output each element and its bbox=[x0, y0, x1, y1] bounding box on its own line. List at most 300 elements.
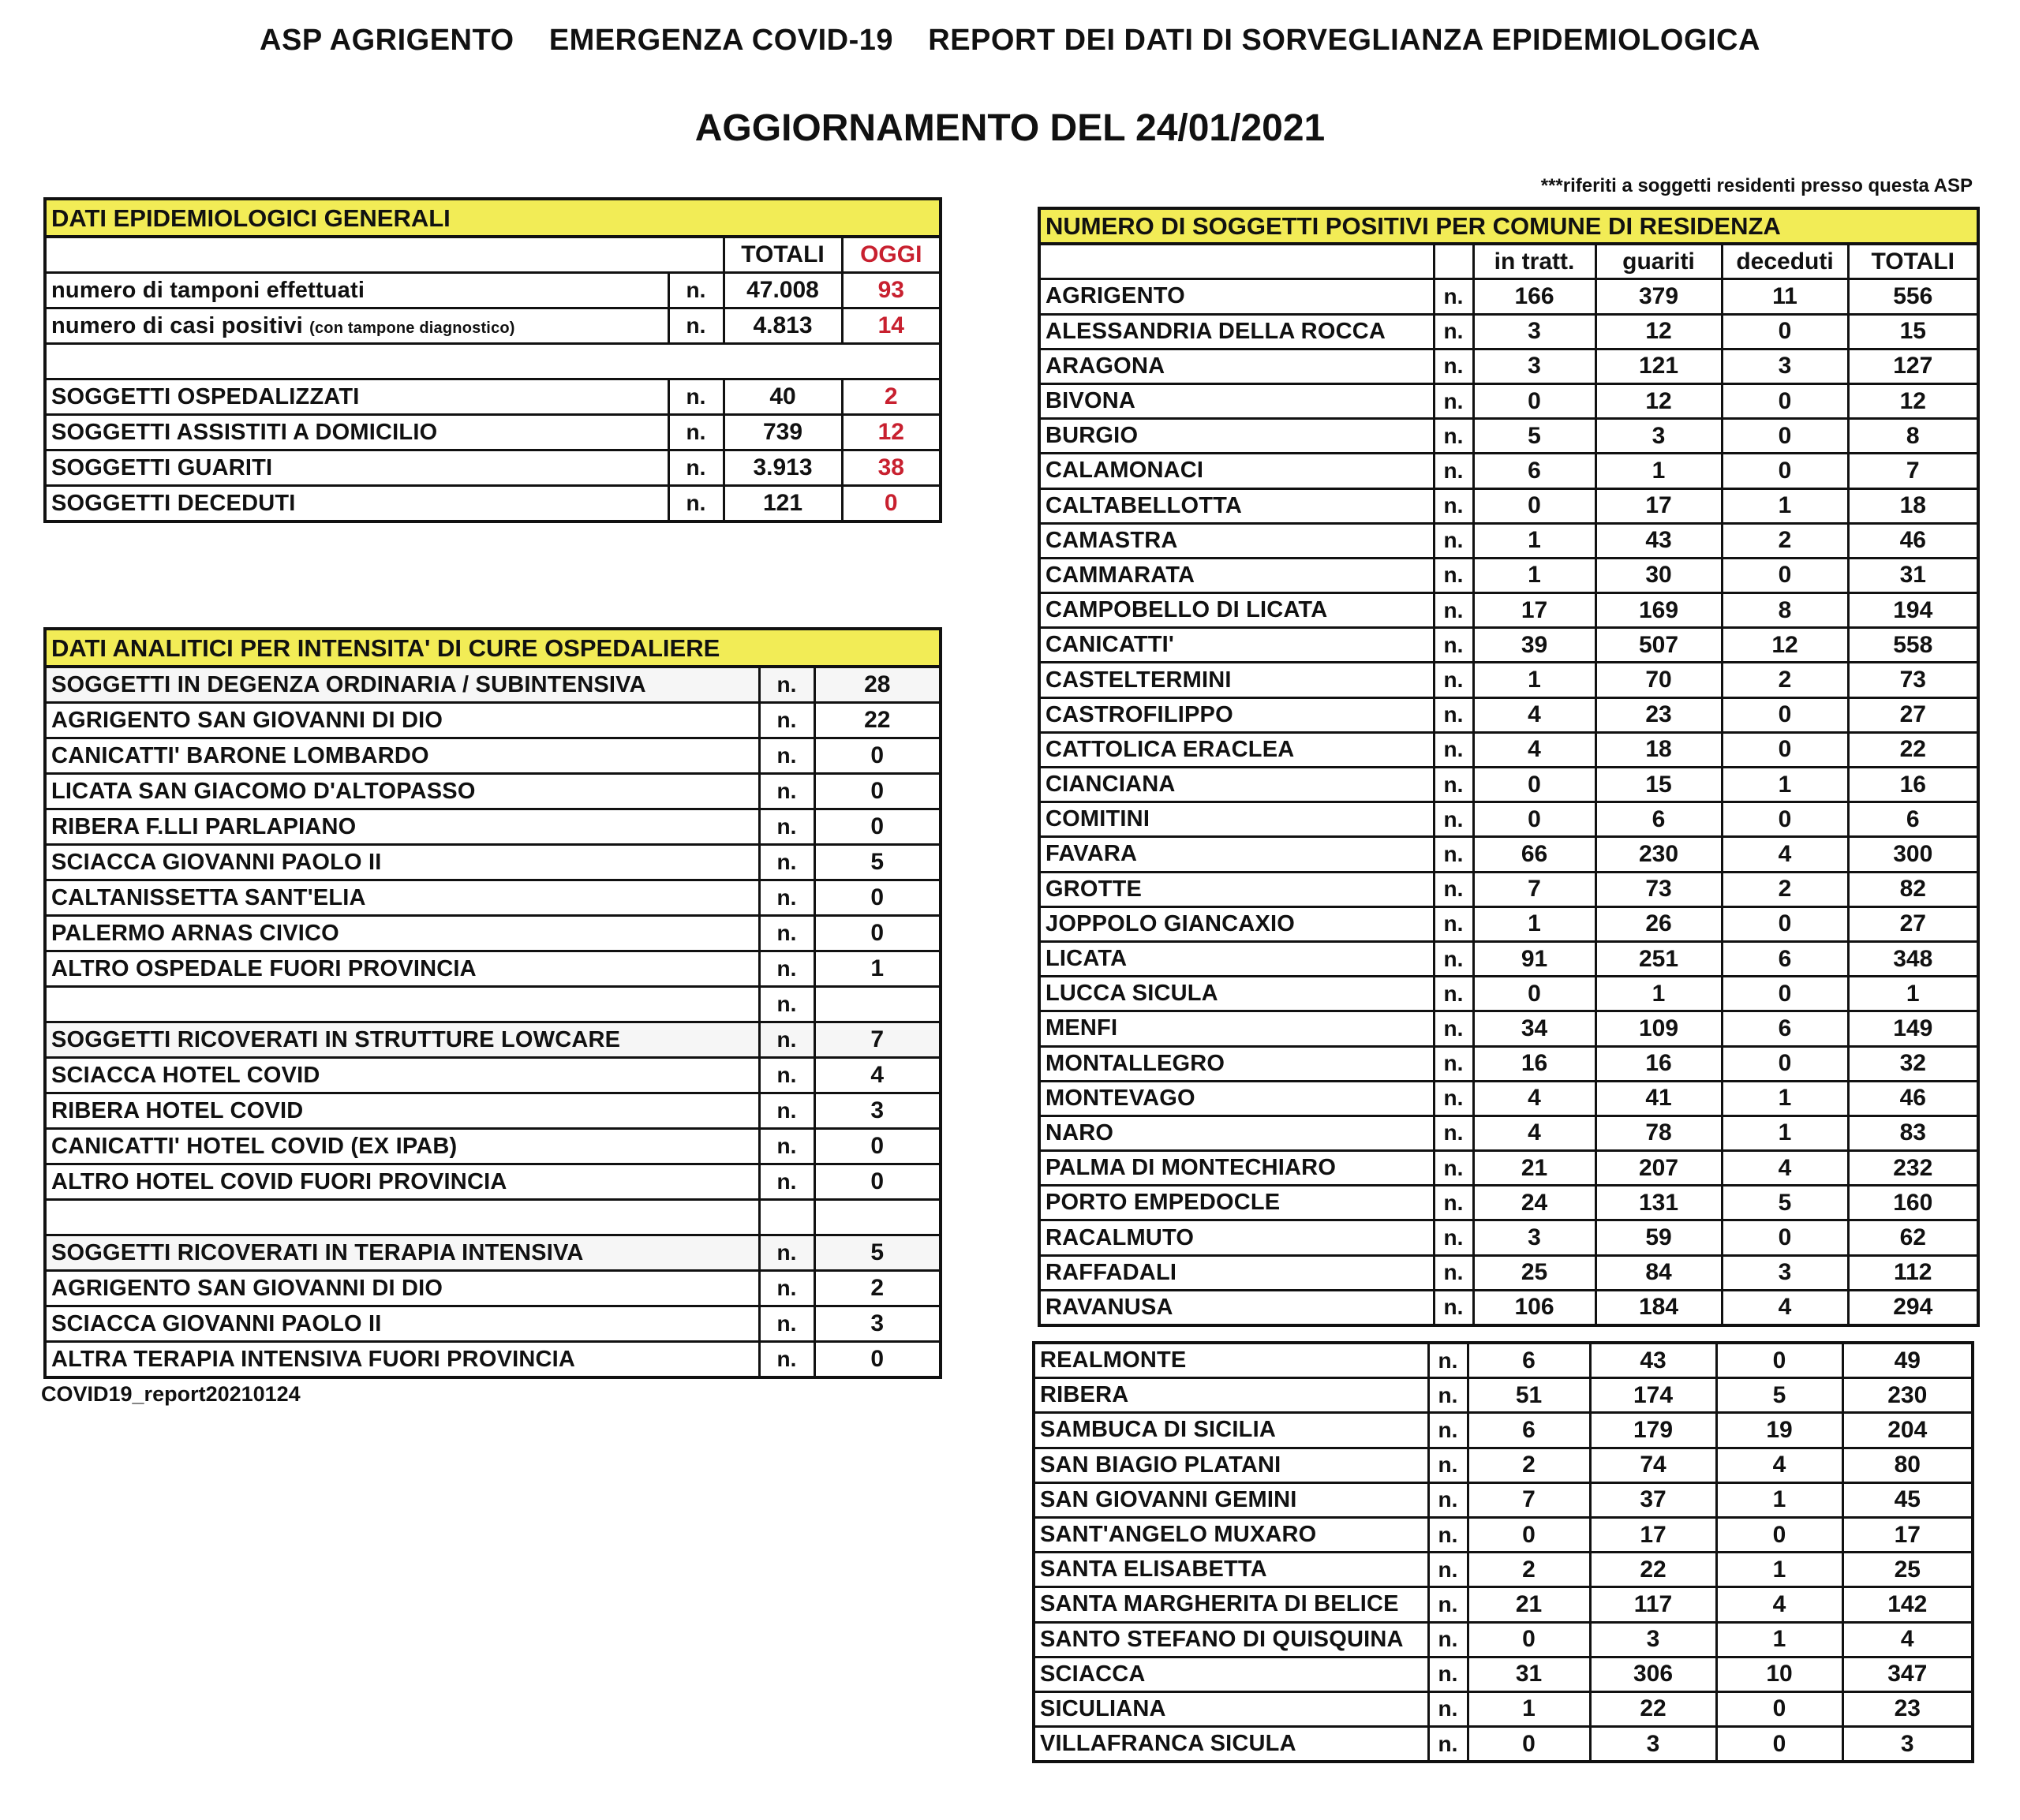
n-marker: n. bbox=[1428, 1343, 1468, 1378]
totali-value: 45 bbox=[1842, 1482, 1973, 1517]
in-tratt-value: 34 bbox=[1473, 1011, 1595, 1046]
n-marker: n. bbox=[1434, 454, 1473, 488]
in-tratt-value: 4 bbox=[1473, 732, 1595, 767]
deceduti-value: 0 bbox=[1722, 906, 1848, 941]
municipality-row bbox=[1034, 1553, 1973, 1587]
n-marker: n. bbox=[1434, 906, 1473, 941]
totali-value: 8 bbox=[1848, 419, 1978, 454]
municipality-row bbox=[1039, 558, 1978, 592]
totali-value: 1 bbox=[1848, 977, 1978, 1011]
municipality-row bbox=[1034, 1413, 1973, 1448]
n-marker: n. bbox=[1428, 1482, 1468, 1517]
guariti-value: 121 bbox=[1595, 349, 1722, 383]
n-marker: n. bbox=[759, 951, 814, 987]
hospital-row bbox=[45, 1022, 941, 1058]
deceduti-value: 0 bbox=[1722, 732, 1848, 767]
municipality-row bbox=[1039, 593, 1978, 628]
in-tratt-value: 21 bbox=[1468, 1587, 1590, 1622]
guariti-value: 184 bbox=[1595, 1290, 1722, 1325]
general-title: DATI EPIDEMIOLOGICI GENERALI bbox=[45, 199, 941, 237]
guariti-value: 306 bbox=[1590, 1657, 1716, 1691]
hospital-value: 1 bbox=[814, 951, 941, 987]
deceduti-value: 0 bbox=[1722, 1046, 1848, 1081]
totali-value: 160 bbox=[1848, 1186, 1978, 1220]
municipality-row bbox=[1034, 1517, 1973, 1552]
municipality-row bbox=[1039, 872, 1978, 906]
hospital-row bbox=[45, 1342, 941, 1378]
hospital-label bbox=[45, 987, 759, 1022]
municipality-name: CIANCIANA bbox=[1039, 768, 1434, 802]
hospital-value: 3 bbox=[814, 1093, 941, 1129]
totali-value: 232 bbox=[1848, 1151, 1978, 1186]
guariti-value: 22 bbox=[1590, 1553, 1716, 1587]
guariti-value: 41 bbox=[1595, 1081, 1722, 1116]
guariti-value: 23 bbox=[1595, 697, 1722, 732]
in-tratt-value: 7 bbox=[1468, 1482, 1590, 1517]
in-tratt-value: 0 bbox=[1473, 383, 1595, 418]
hospital-row bbox=[45, 1129, 941, 1164]
in-tratt-value: 31 bbox=[1468, 1657, 1590, 1691]
n-marker: n. bbox=[759, 987, 814, 1022]
municipality-row bbox=[1039, 1186, 1978, 1220]
guariti-value: 174 bbox=[1590, 1378, 1716, 1413]
municipality-row bbox=[1039, 349, 1978, 383]
municipality-name: LICATA bbox=[1039, 941, 1434, 976]
deceduti-value: 2 bbox=[1722, 872, 1848, 906]
n-marker: n. bbox=[1434, 419, 1473, 454]
hospital-value: 5 bbox=[814, 1235, 941, 1271]
n-marker: n. bbox=[1434, 628, 1473, 663]
guariti-value: 131 bbox=[1595, 1186, 1722, 1220]
deceduti-value: 0 bbox=[1716, 1727, 1842, 1762]
hospital-row bbox=[45, 880, 941, 916]
municipality-row bbox=[1039, 663, 1978, 697]
municipality-row bbox=[1039, 1081, 1978, 1116]
n-marker: n. bbox=[759, 1129, 814, 1164]
totali-value: 27 bbox=[1848, 906, 1978, 941]
update-date: AGGIORNAMENTO DEL 24/01/2021 bbox=[694, 107, 1326, 149]
totali-value: 15 bbox=[1848, 314, 1978, 349]
deceduti-value: 0 bbox=[1722, 454, 1848, 488]
n-marker bbox=[759, 1200, 814, 1235]
guariti-value: 37 bbox=[1590, 1482, 1716, 1517]
deceduti-value: 5 bbox=[1716, 1378, 1842, 1413]
municipality-name: CAMASTRA bbox=[1039, 523, 1434, 558]
municipality-row bbox=[1039, 383, 1978, 418]
col-in-tratt: in tratt. bbox=[1473, 244, 1595, 279]
residents-note: ***riferiti a soggetti residenti presso questa ASP bbox=[1540, 175, 1973, 196]
n-marker: n. bbox=[759, 845, 814, 880]
in-tratt-value: 24 bbox=[1473, 1186, 1595, 1220]
in-tratt-value: 91 bbox=[1473, 941, 1595, 976]
n-marker: n. bbox=[1428, 1622, 1468, 1657]
row-label: numero di casi positivi (con tampone diagnostico) bbox=[45, 308, 668, 344]
guariti-value: 70 bbox=[1595, 663, 1722, 697]
general-row: SOGGETTI ASSISTITI A DOMICILIO n. 739 12 bbox=[45, 415, 941, 450]
in-tratt-value: 51 bbox=[1468, 1378, 1590, 1413]
n-marker: n. bbox=[1434, 1186, 1473, 1220]
municipality-name: CALAMONACI bbox=[1039, 454, 1434, 488]
hospital-row bbox=[45, 1164, 941, 1200]
deceduti-value: 1 bbox=[1722, 1081, 1848, 1116]
in-tratt-value: 21 bbox=[1473, 1151, 1595, 1186]
municipality-row bbox=[1039, 906, 1978, 941]
totali-value: 127 bbox=[1848, 349, 1978, 383]
spacer-row bbox=[45, 344, 941, 379]
general-row: SOGGETTI DECEDUTI n. 121 0 bbox=[45, 486, 941, 522]
comuni-title: NUMERO DI SOGGETTI POSITIVI PER COMUNE DI RESIDENZA bbox=[1039, 208, 1978, 244]
totali-value: 3 bbox=[1842, 1727, 1973, 1762]
totali-value: 112 bbox=[1848, 1255, 1978, 1290]
in-tratt-value: 0 bbox=[1473, 488, 1595, 523]
municipality-row bbox=[1034, 1343, 1973, 1378]
totali-value: 7 bbox=[1848, 454, 1978, 488]
municipality-name: BIVONA bbox=[1039, 383, 1434, 418]
municipality-name: SAN GIOVANNI GEMINI bbox=[1034, 1482, 1428, 1517]
in-tratt-value: 1 bbox=[1468, 1691, 1590, 1726]
in-tratt-value: 4 bbox=[1473, 1081, 1595, 1116]
hospital-value: 3 bbox=[814, 1306, 941, 1342]
municipality-row bbox=[1039, 768, 1978, 802]
row-label: numero di tamponi effettuati bbox=[45, 273, 668, 308]
n-marker: n. bbox=[759, 1342, 814, 1378]
guariti-value: 1 bbox=[1595, 977, 1722, 1011]
totali-value: 4 bbox=[1842, 1622, 1973, 1657]
deceduti-value: 1 bbox=[1722, 768, 1848, 802]
n-marker: n. bbox=[1434, 1046, 1473, 1081]
emergency-label: EMERGENZA COVID-19 bbox=[548, 24, 894, 57]
hospital-value: 4 bbox=[814, 1058, 941, 1093]
hospital-row bbox=[45, 1093, 941, 1129]
totali-value: 558 bbox=[1848, 628, 1978, 663]
municipality-name: PALMA DI MONTECHIARO bbox=[1039, 1151, 1434, 1186]
deceduti-value: 5 bbox=[1722, 1186, 1848, 1220]
in-tratt-value: 6 bbox=[1468, 1343, 1590, 1378]
n-marker: n. bbox=[1428, 1691, 1468, 1726]
in-tratt-value: 66 bbox=[1473, 837, 1595, 872]
totali-value: 49 bbox=[1842, 1343, 1973, 1378]
deceduti-value: 1 bbox=[1716, 1622, 1842, 1657]
deceduti-value: 19 bbox=[1716, 1413, 1842, 1448]
totali-value: 347 bbox=[1842, 1657, 1973, 1691]
municipality-name: SANTO STEFANO DI QUISQUINA bbox=[1034, 1622, 1428, 1657]
totali-value: 27 bbox=[1848, 697, 1978, 732]
deceduti-value: 1 bbox=[1716, 1482, 1842, 1517]
in-tratt-value: 7 bbox=[1473, 872, 1595, 906]
totali-value: 32 bbox=[1848, 1046, 1978, 1081]
deceduti-value: 0 bbox=[1722, 314, 1848, 349]
n-marker: n. bbox=[1434, 977, 1473, 1011]
municipality-table-continued bbox=[1032, 1341, 1974, 1763]
in-tratt-value: 5 bbox=[1473, 419, 1595, 454]
deceduti-value: 0 bbox=[1716, 1343, 1842, 1378]
col-guariti: guariti bbox=[1595, 244, 1722, 279]
deceduti-value: 12 bbox=[1722, 628, 1848, 663]
in-tratt-value: 1 bbox=[1473, 906, 1595, 941]
guariti-value: 30 bbox=[1595, 558, 1722, 592]
col-deceduti: deceduti bbox=[1722, 244, 1848, 279]
hospital-row bbox=[45, 916, 941, 951]
hospital-label: CALTANISSETTA SANT'ELIA bbox=[45, 880, 759, 916]
deceduti-value: 0 bbox=[1716, 1517, 1842, 1552]
municipality-name: BURGIO bbox=[1039, 419, 1434, 454]
n-marker: n. bbox=[759, 809, 814, 845]
municipality-row bbox=[1034, 1691, 1973, 1726]
hospital-label: AGRIGENTO SAN GIOVANNI DI DIO bbox=[45, 1271, 759, 1306]
hospital-label: CANICATTI' BARONE LOMBARDO bbox=[45, 738, 759, 774]
deceduti-value: 2 bbox=[1722, 663, 1848, 697]
n-marker: n. bbox=[759, 1306, 814, 1342]
municipality-row bbox=[1039, 488, 1978, 523]
municipality-name: RAFFADALI bbox=[1039, 1255, 1434, 1290]
report-code: COVID19_report20210124 bbox=[41, 1382, 301, 1406]
hospital-row bbox=[45, 703, 941, 738]
municipality-name: LUCCA SICULA bbox=[1039, 977, 1434, 1011]
n-marker: n. bbox=[759, 774, 814, 809]
municipality-name: CANICATTI' bbox=[1039, 628, 1434, 663]
totali-value: 204 bbox=[1842, 1413, 1973, 1448]
totali-value: 80 bbox=[1842, 1448, 1973, 1482]
municipality-name: SANT'ANGELO MUXARO bbox=[1034, 1517, 1428, 1552]
n-marker: n. bbox=[759, 1164, 814, 1200]
in-tratt-value: 6 bbox=[1468, 1413, 1590, 1448]
n-marker: n. bbox=[1434, 872, 1473, 906]
hospital-value: 2 bbox=[814, 1271, 941, 1306]
municipality-row bbox=[1039, 1220, 1978, 1255]
totali-value: 23 bbox=[1842, 1691, 1973, 1726]
in-tratt-value: 4 bbox=[1473, 1116, 1595, 1150]
municipality-row bbox=[1034, 1378, 1973, 1413]
guariti-value: 3 bbox=[1590, 1622, 1716, 1657]
municipality-row bbox=[1039, 977, 1978, 1011]
guariti-value: 43 bbox=[1590, 1343, 1716, 1378]
hospital-label: ALTRO HOTEL COVID FUORI PROVINCIA bbox=[45, 1164, 759, 1200]
deceduti-value: 4 bbox=[1722, 1151, 1848, 1186]
municipality-name: MENFI bbox=[1039, 1011, 1434, 1046]
municipality-row bbox=[1039, 454, 1978, 488]
in-tratt-value: 106 bbox=[1473, 1290, 1595, 1325]
general-row: SOGGETTI GUARITI n. 3.913 38 bbox=[45, 450, 941, 486]
guariti-value: 3 bbox=[1590, 1727, 1716, 1762]
municipality-name: CAMPOBELLO DI LICATA bbox=[1039, 593, 1434, 628]
hospital-label: SCIACCA GIOVANNI PAOLO II bbox=[45, 845, 759, 880]
n-marker: n. bbox=[1434, 697, 1473, 732]
hospital-value: 0 bbox=[814, 880, 941, 916]
hospital-row bbox=[45, 1058, 941, 1093]
general-row: numero di casi positivi (con tampone diagnostico) n. 4.813 14 bbox=[45, 308, 941, 344]
municipality-row bbox=[1039, 1255, 1978, 1290]
municipality-row bbox=[1039, 697, 1978, 732]
in-tratt-value: 25 bbox=[1473, 1255, 1595, 1290]
hospital-label: RIBERA F.LLI PARLAPIANO bbox=[45, 809, 759, 845]
hospital-label: SOGGETTI IN DEGENZA ORDINARIA / SUBINTENSIVA bbox=[45, 667, 759, 703]
municipality-name: MONTALLEGRO bbox=[1039, 1046, 1434, 1081]
in-tratt-value: 39 bbox=[1473, 628, 1595, 663]
in-tratt-value: 1 bbox=[1473, 523, 1595, 558]
n-marker: n. bbox=[1434, 1081, 1473, 1116]
totali-value: 6 bbox=[1848, 802, 1978, 837]
guariti-value: 17 bbox=[1590, 1517, 1716, 1552]
n-marker: n. bbox=[759, 667, 814, 703]
municipality-name: SANTA ELISABETTA bbox=[1034, 1553, 1428, 1587]
guariti-value: 3 bbox=[1595, 419, 1722, 454]
in-tratt-value: 0 bbox=[1468, 1517, 1590, 1552]
in-tratt-value: 0 bbox=[1473, 802, 1595, 837]
municipality-row bbox=[1039, 314, 1978, 349]
n-marker: n. bbox=[1434, 732, 1473, 767]
municipality-name: SAN BIAGIO PLATANI bbox=[1034, 1448, 1428, 1482]
municipality-name: AGRIGENTO bbox=[1039, 279, 1434, 314]
deceduti-value: 0 bbox=[1722, 1220, 1848, 1255]
hospital-row bbox=[45, 951, 941, 987]
municipality-name: SICULIANA bbox=[1034, 1691, 1428, 1726]
municipality-row bbox=[1034, 1622, 1973, 1657]
deceduti-value: 4 bbox=[1716, 1587, 1842, 1622]
n-marker: n. bbox=[1434, 837, 1473, 872]
hospital-value: 22 bbox=[814, 703, 941, 738]
deceduti-value: 4 bbox=[1722, 837, 1848, 872]
municipality-name: MONTEVAGO bbox=[1039, 1081, 1434, 1116]
deceduti-value: 0 bbox=[1722, 419, 1848, 454]
n-marker: n. bbox=[759, 916, 814, 951]
n-marker: n. bbox=[1434, 1255, 1473, 1290]
hospital-value: 7 bbox=[814, 1022, 941, 1058]
n-marker: n. bbox=[759, 1271, 814, 1306]
col-oggi: OGGI bbox=[842, 237, 941, 273]
general-row: SOGGETTI OSPEDALIZZATI n. 40 2 bbox=[45, 379, 941, 415]
totali-value: 73 bbox=[1848, 663, 1978, 697]
deceduti-value: 3 bbox=[1722, 1255, 1848, 1290]
n-marker: n. bbox=[1428, 1413, 1468, 1448]
n-marker: n. bbox=[759, 703, 814, 738]
guariti-value: 18 bbox=[1595, 732, 1722, 767]
in-tratt-value: 4 bbox=[1473, 697, 1595, 732]
municipality-row bbox=[1034, 1448, 1973, 1482]
n-marker: n. bbox=[1434, 768, 1473, 802]
totali-value: 230 bbox=[1842, 1378, 1973, 1413]
n-marker: n. bbox=[1428, 1587, 1468, 1622]
in-tratt-value: 17 bbox=[1473, 593, 1595, 628]
hospital-value: 0 bbox=[814, 1164, 941, 1200]
deceduti-value: 10 bbox=[1716, 1657, 1842, 1691]
municipality-row bbox=[1039, 941, 1978, 976]
in-tratt-value: 0 bbox=[1473, 977, 1595, 1011]
totali-value: 556 bbox=[1848, 279, 1978, 314]
hospital-value: 0 bbox=[814, 738, 941, 774]
hospital-value: 0 bbox=[814, 1129, 941, 1164]
municipality-name: NARO bbox=[1039, 1116, 1434, 1150]
totali-value: 4.813 bbox=[724, 308, 842, 344]
n-marker: n. bbox=[759, 1058, 814, 1093]
hospital-label bbox=[45, 1200, 759, 1235]
hospital-care-table bbox=[43, 627, 942, 1379]
n-marker: n. bbox=[1428, 1727, 1468, 1762]
totali-value: 348 bbox=[1848, 941, 1978, 976]
guariti-value: 507 bbox=[1595, 628, 1722, 663]
col-totali: TOTALI bbox=[1848, 244, 1978, 279]
totali-value: 25 bbox=[1842, 1553, 1973, 1587]
n-marker: n. bbox=[759, 738, 814, 774]
totali-value: 46 bbox=[1848, 1081, 1978, 1116]
municipality-name: RIBERA bbox=[1034, 1378, 1428, 1413]
n-marker: n. bbox=[1434, 1151, 1473, 1186]
in-tratt-value: 3 bbox=[1473, 314, 1595, 349]
in-tratt-value: 0 bbox=[1473, 768, 1595, 802]
n-marker: n. bbox=[1428, 1517, 1468, 1552]
in-tratt-value: 0 bbox=[1468, 1727, 1590, 1762]
municipality-row bbox=[1039, 732, 1978, 767]
municipality-name: FAVARA bbox=[1039, 837, 1434, 872]
hospital-value: 0 bbox=[814, 1342, 941, 1378]
totali-value: 46 bbox=[1848, 523, 1978, 558]
totali-value: 47.008 bbox=[724, 273, 842, 308]
hospital-label: SCIACCA HOTEL COVID bbox=[45, 1058, 759, 1093]
deceduti-value: 11 bbox=[1722, 279, 1848, 314]
hospital-label: AGRIGENTO SAN GIOVANNI DI DIO bbox=[45, 703, 759, 738]
n-marker: n. bbox=[1434, 523, 1473, 558]
in-tratt-value: 3 bbox=[1473, 349, 1595, 383]
municipality-name: SANTA MARGHERITA DI BELICE bbox=[1034, 1587, 1428, 1622]
guariti-value: 73 bbox=[1595, 872, 1722, 906]
n-marker: n. bbox=[1434, 1116, 1473, 1150]
hospital-value bbox=[814, 1200, 941, 1235]
guariti-value: 207 bbox=[1595, 1151, 1722, 1186]
deceduti-value: 2 bbox=[1722, 523, 1848, 558]
municipality-row bbox=[1039, 523, 1978, 558]
in-tratt-value: 2 bbox=[1468, 1553, 1590, 1587]
municipality-name: GROTTE bbox=[1039, 872, 1434, 906]
totali-value: 82 bbox=[1848, 872, 1978, 906]
municipality-name: ARAGONA bbox=[1039, 349, 1434, 383]
n-marker: n. bbox=[1434, 279, 1473, 314]
oggi-value: 14 bbox=[842, 308, 941, 344]
guariti-value: 230 bbox=[1595, 837, 1722, 872]
municipality-row bbox=[1039, 1116, 1978, 1150]
totali-value: 194 bbox=[1848, 593, 1978, 628]
guariti-value: 26 bbox=[1595, 906, 1722, 941]
municipality-name: JOPPOLO GIANCAXIO bbox=[1039, 906, 1434, 941]
n-marker: n. bbox=[1434, 314, 1473, 349]
guariti-value: 6 bbox=[1595, 802, 1722, 837]
guariti-value: 74 bbox=[1590, 1448, 1716, 1482]
hospital-row bbox=[45, 809, 941, 845]
municipality-name: PORTO EMPEDOCLE bbox=[1039, 1186, 1434, 1220]
hospital-row bbox=[45, 667, 941, 703]
hospital-row bbox=[45, 1235, 941, 1271]
hospital-label: ALTRO OSPEDALE FUORI PROVINCIA bbox=[45, 951, 759, 987]
totali-value: 17 bbox=[1842, 1517, 1973, 1552]
totali-value: 62 bbox=[1848, 1220, 1978, 1255]
guariti-value: 109 bbox=[1595, 1011, 1722, 1046]
hospital-value: 0 bbox=[814, 916, 941, 951]
general-row: numero di tamponi effettuati n. 47.008 93 bbox=[45, 273, 941, 308]
municipality-name: COMITINI bbox=[1039, 802, 1434, 837]
guariti-value: 117 bbox=[1590, 1587, 1716, 1622]
hospital-value: 0 bbox=[814, 809, 941, 845]
deceduti-value: 4 bbox=[1722, 1290, 1848, 1325]
in-tratt-value: 1 bbox=[1473, 558, 1595, 592]
n-marker: n. bbox=[1434, 663, 1473, 697]
report-header bbox=[0, 24, 2020, 58]
municipality-row bbox=[1039, 279, 1978, 314]
deceduti-value: 3 bbox=[1722, 349, 1848, 383]
municipality-name: CASTROFILIPPO bbox=[1039, 697, 1434, 732]
municipality-row bbox=[1034, 1727, 1973, 1762]
n-marker: n. bbox=[1434, 383, 1473, 418]
municipality-name: RACALMUTO bbox=[1039, 1220, 1434, 1255]
n-marker: n. bbox=[1428, 1378, 1468, 1413]
n-marker: n. bbox=[1434, 1011, 1473, 1046]
